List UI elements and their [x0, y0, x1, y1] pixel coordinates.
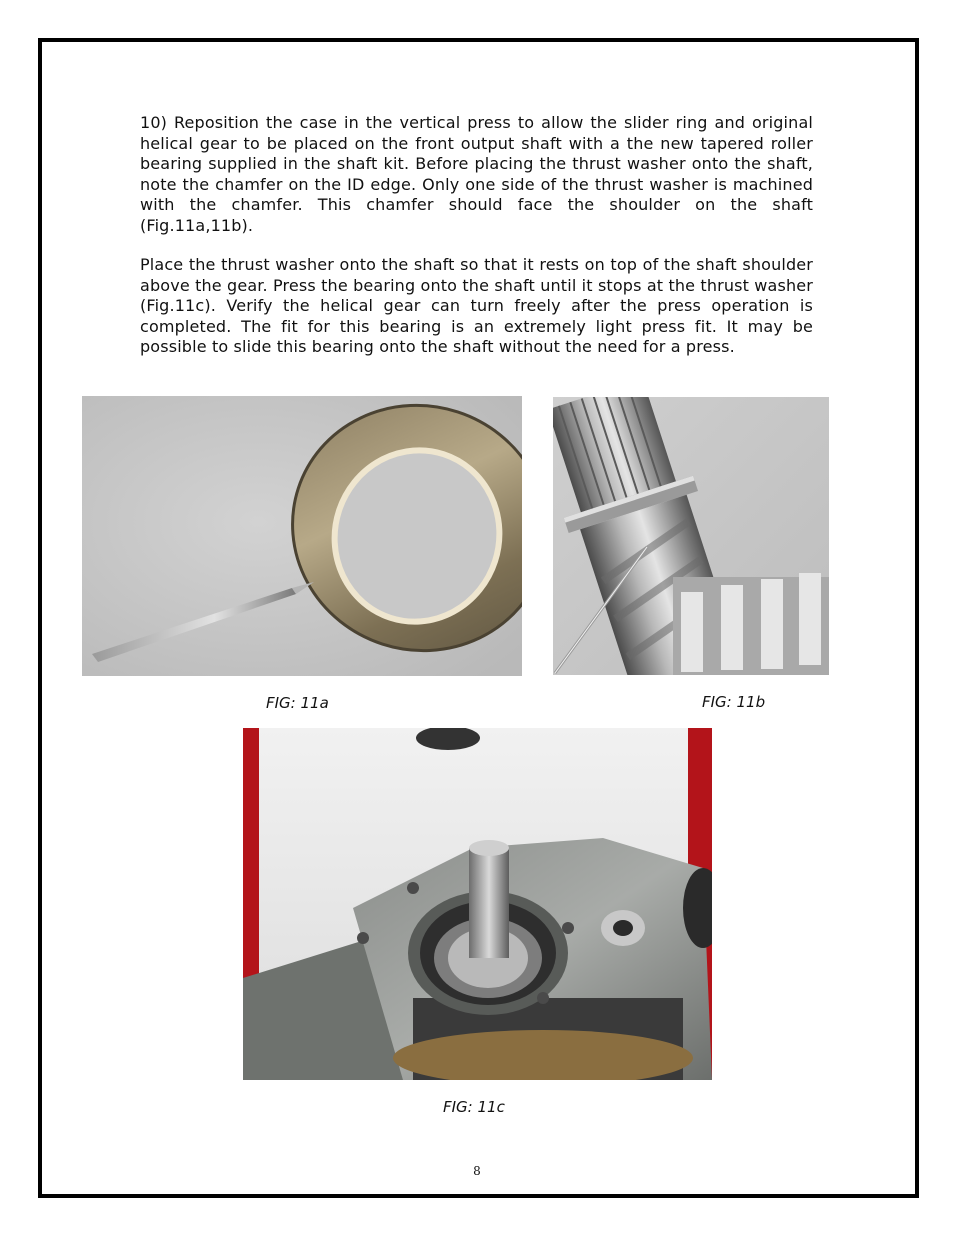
photo-output-shaft-shoulder — [553, 397, 829, 675]
figure-caption-11c: FIG: 11c — [443, 1098, 505, 1116]
instruction-paragraph-thrust-washer: Place the thrust washer onto the shaft so that it rests on top of the shaft shoulder above the gear. Press the bearing onto the shaft until it stops at the thrust washer (Fig.11c). Verify the helical gear can turn freely after the press operation is completed. The fit for this bearing is an extremely light press fit. It may be possible to slide this bearing onto the shaft without the need for a press. — [140, 255, 813, 357]
page-number: 8 — [473, 1164, 481, 1178]
figure-caption-11a: FIG: 11a — [266, 694, 329, 712]
photo-bearing-installed-in-case — [243, 728, 712, 1080]
photo-thrust-washer — [82, 396, 522, 676]
instruction-paragraph-step-10: 10) Reposition the case in the vertical press to allow the slider ring and original helical gear to be placed on the front output shaft with a the new tapered roller bearing supplied in the shaft kit. Before placing the thrust washer onto the shaft, note the chamfer on the ID edge. Only one side of the thrust washer is machined with the chamfer. This chamfer should face the shoulder on the shaft (Fig.11a,11b). — [140, 113, 813, 235]
figure-caption-11b: FIG: 11b — [702, 693, 766, 711]
